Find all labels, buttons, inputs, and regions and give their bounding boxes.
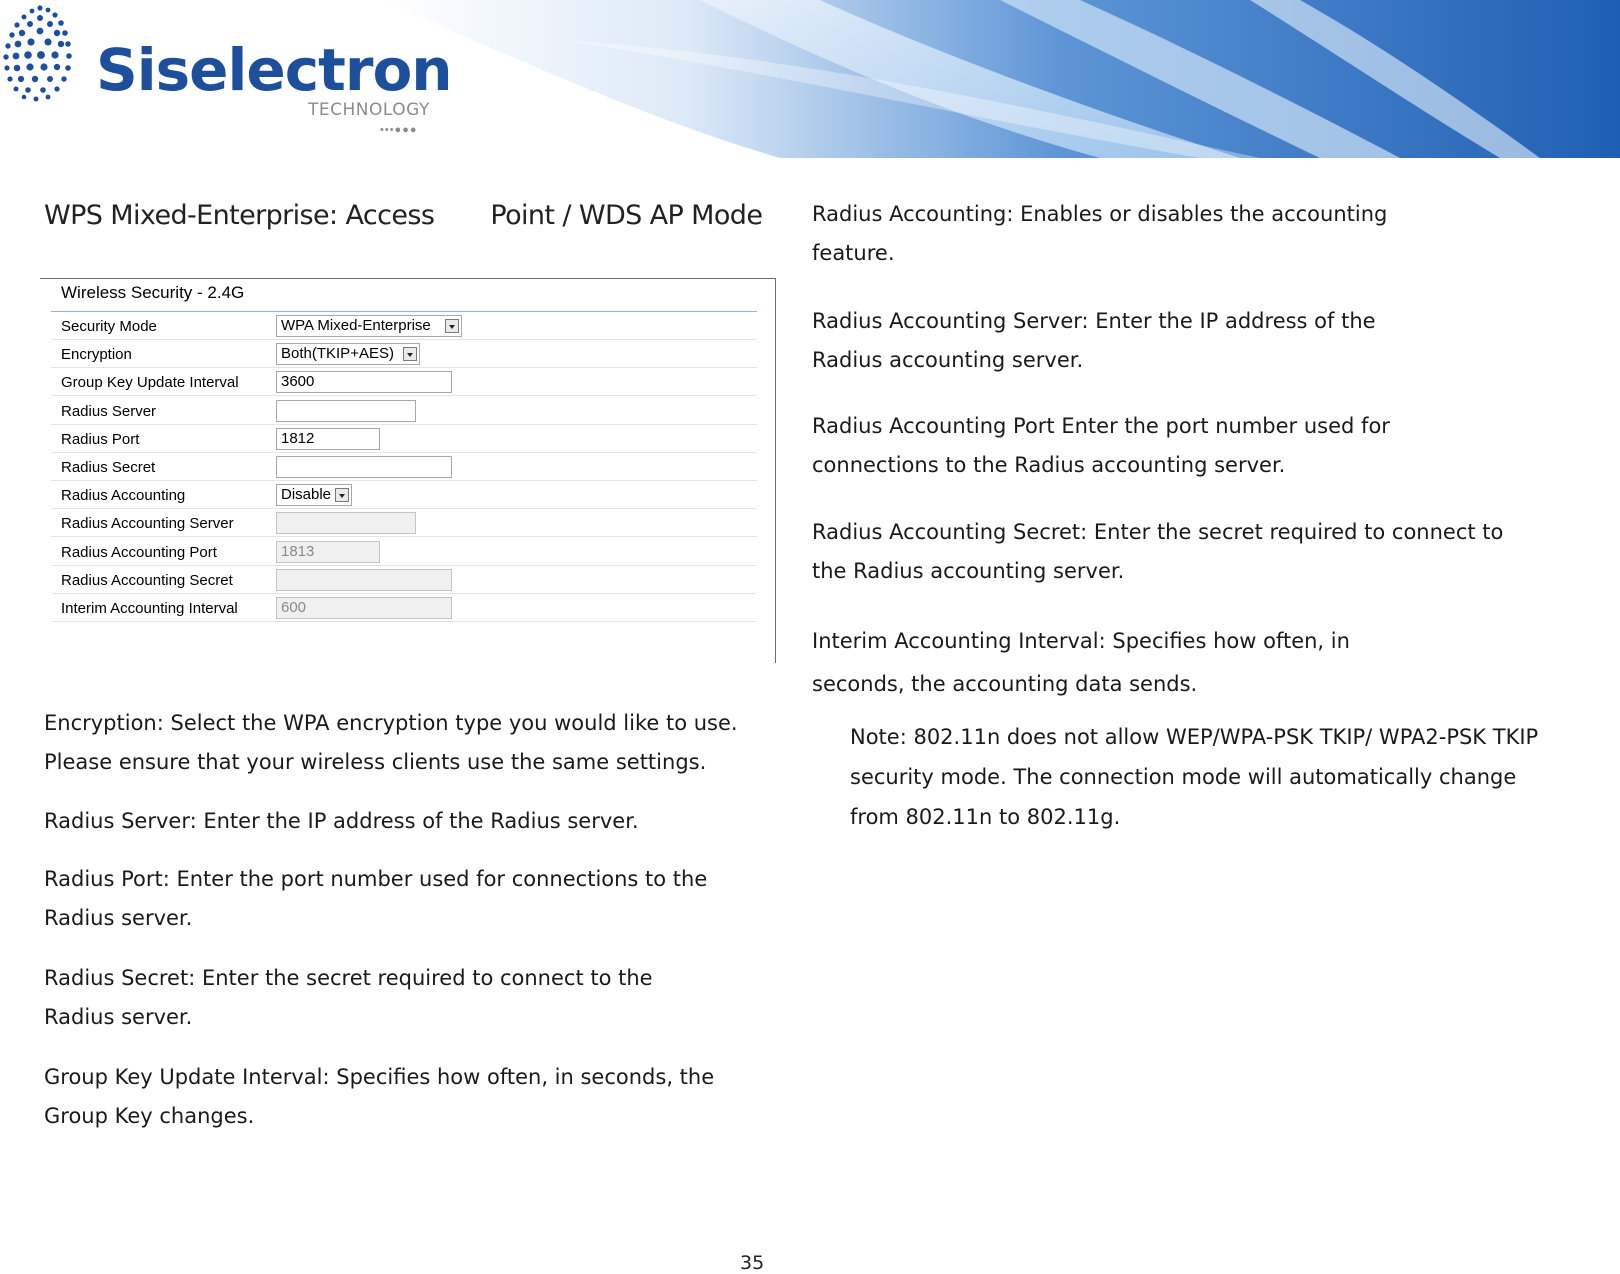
wireless-security-panel [40,278,776,663]
settings-row-label: Radius Accounting [61,487,186,505]
panel-title: Wireless Security - 2.4G [61,283,245,302]
note-text: Note: 802.11n does not allow WEP/WPA-PSK TKIP/ WPA2-PSK TKIP security mode. The connection mode will automatically change from 802.11n to 802.11g. [850,725,1539,829]
settings-row [51,454,757,481]
settings-row [51,398,757,425]
section-title [44,200,762,231]
settings-row-label: Interim Accounting Interval [61,599,238,617]
radius-secret-field[interactable] [276,456,452,478]
settings-row [51,313,757,340]
settings-row [51,539,757,566]
radius-accounting-secret-description: Radius Accounting Secret: Enter the secret required to connect to the Radius accounting server. [812,520,1504,583]
brand-name: Siselectron [96,36,452,104]
radius-accounting-server-field [276,512,416,534]
settings-row-label: Radius Accounting Port [61,543,217,561]
encryption-dropdown[interactable] [276,343,420,365]
settings-row [51,482,757,509]
section-title-part2: Point / WDS AP Mode [490,200,763,231]
radius-accounting-secret-field [276,569,452,591]
radius-server-field[interactable] [276,400,416,422]
interim-accounting-interval-description: Interim Accounting Interval: Specifies how often, in seconds, the accounting data sends. [812,629,1350,696]
radius-server-description: Radius Server: Enter the IP address of the Radius server. [44,809,639,833]
settings-row [51,341,757,368]
radius-secret-description: Radius Secret: Enter the secret required to connect to the Radius server. [44,966,653,1029]
settings-rows [51,313,757,623]
header-banner [0,0,1620,158]
section-title-part1: WPS Mixed-Enterprise: Access [44,200,435,231]
panel-divider [51,311,757,312]
radius-accounting-port-description: Radius Accounting Port Enter the port number used for connections to the Radius accounting server. [812,414,1390,477]
radius-port-description: Radius Port: Enter the port number used for connections to the Radius server. [44,867,708,930]
settings-row [51,369,757,396]
brand-dots-icon: •••●●● [380,124,418,136]
brand-subtitle: TECHNOLOGY [308,100,430,120]
settings-row-label: Security Mode [61,318,157,335]
security-mode-value: WPA Mixed-Enterprise [281,317,431,334]
radius-accounting-value: Disable [281,486,332,504]
interim-accounting-interval-field [276,597,452,619]
settings-row-label: Radius Port [61,430,140,448]
settings-row [51,567,757,594]
chevron-down-icon[interactable] [403,347,417,361]
settings-row-label: Radius Accounting Server [61,515,234,533]
page-number: 35 [740,1252,765,1274]
radius-accounting-description: Radius Accounting: Enables or disables the accounting feature. [812,202,1388,265]
security-mode-dropdown[interactable] [276,315,462,337]
chevron-down-icon[interactable] [335,488,349,502]
interim-accounting-interval-value: 600 [281,598,307,616]
settings-row-label: Radius Server [61,402,157,420]
radius-accounting-server-description: Radius Accounting Server: Enter the IP address of the Radius accounting server. [812,309,1376,372]
settings-row-label: Radius Accounting Secret [61,571,233,589]
radius-accounting-port-field [276,541,380,563]
group-key-update-interval-field[interactable] [276,371,452,393]
settings-row-label: Radius Secret [61,458,156,476]
radius-port-field[interactable] [276,428,380,450]
group-key-update-interval-value: 3600 [281,373,315,391]
chevron-down-icon[interactable] [445,319,459,333]
encryption-description: Encryption: Select the WPA encryption type you would like to use. Please ensure that your wireless clients use the same settings. [44,711,738,774]
encryption-value: Both(TKIP+AES) [281,345,394,363]
settings-row-label: Group Key Update Interval [61,374,239,392]
settings-row [51,510,757,537]
globe-logo-icon [0,0,90,110]
group-key-interval-description: Group Key Update Interval: Specifies how often, in seconds, the Group Key changes. [44,1065,715,1128]
radius-accounting-port-value: 1813 [281,542,315,560]
radius-accounting-dropdown[interactable] [276,484,352,506]
settings-row [51,426,757,453]
settings-row [51,595,757,622]
radius-port-value: 1812 [281,429,315,447]
settings-row-label: Encryption [61,346,132,364]
